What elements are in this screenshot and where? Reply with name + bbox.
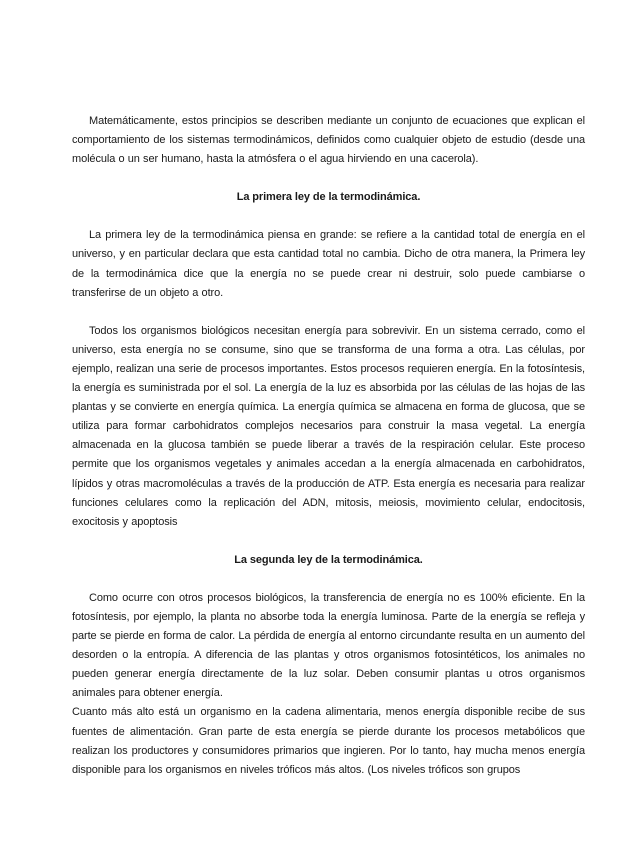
second-law-heading: La segunda ley de la termodinámica. <box>234 553 423 566</box>
second-law-paragraph-2: Cuanto más alto está un organismo en la cadena alimentaria, menos energía disponible recibe de sus fuentes de alimentación. Gran parte de esta energía se pierde durante los procesos metabólicos que realizan los productores y consumidores primarios que ingieren. Por lo tanto, hay mucha menos energía disponible para los organismos en niveles tróficos más altos. (Los niveles tróficos son grupos <box>72 706 585 776</box>
first-law-paragraph-1: La primera ley de la termodinámica piensa en grande: se refiere a la cantidad total de energía en el universo, y en particular declara que esta cantidad total no cambia. Dicho de otra manera, la Primera ley de la termodinámica dice que la energía no se puede crear ni destruir, solo puede cambiarse o transferirse de un objeto a otro. <box>72 229 585 299</box>
document-page <box>72 112 585 780</box>
intro-paragraph: Matemáticamente, estos principios se describen mediante un conjunto de ecuaciones que explican el comportamiento de los sistemas termodinámicos, definidos como cualquier objeto de estudio (desde una molécula o un ser humano, hasta la atmósfera o el agua hirviendo en una cacerola). <box>72 115 585 166</box>
first-law-paragraph-2: Todos los organismos biológicos necesitan energía para sobrevivir. En un sistema cerrado, como el universo, esta energía no se consume, sino que se transforma de una forma a otra. Las células, por ejemplo, realizan una serie de procesos importantes. Estos procesos requieren energía. En la fotosíntesis, la energía es suministrada por el sol. La energía de la luz es absorbida por las células de las hojas de las plantas y se convierte en energía química. La energía química se almacena en forma de glucosa, que se utiliza para formar carbohidratos complejos necesarios para construir la masa vegetal. La energía almacenada en la glucosa también se puede liberar a través de la respiración celular. Este proceso permite que los organismos vegetales y animales accedan a la energía almacenada en carbohidratos, lípidos y otras macromoléculas a través de la producción de ATP. Esta energía es necesaria para realizar funciones celulares como la replicación del ADN, mitosis, meiosis, movimiento celular, endocitosis, exocitosis y apoptosis <box>72 324 585 528</box>
second-law-paragraph-1: Como ocurre con otros procesos biológicos, la transferencia de energía no es 100% eficiente. En la fotosíntesis, por ejemplo, la planta no absorbe toda la energía luminosa. Parte de la energía se refleja y parte se pierde en forma de calor. La pérdida de energía al entorno circundante resulta en un aumento del desorden o la entropía. A diferencia de las plantas y otros organismos fotosintéticos, los animales no pueden generar energía directamente de la luz solar. Deben consumir plantas u otros organismos animales para obtener energía. <box>72 591 585 700</box>
first-law-heading: La primera ley de la termodinámica. <box>236 191 421 204</box>
